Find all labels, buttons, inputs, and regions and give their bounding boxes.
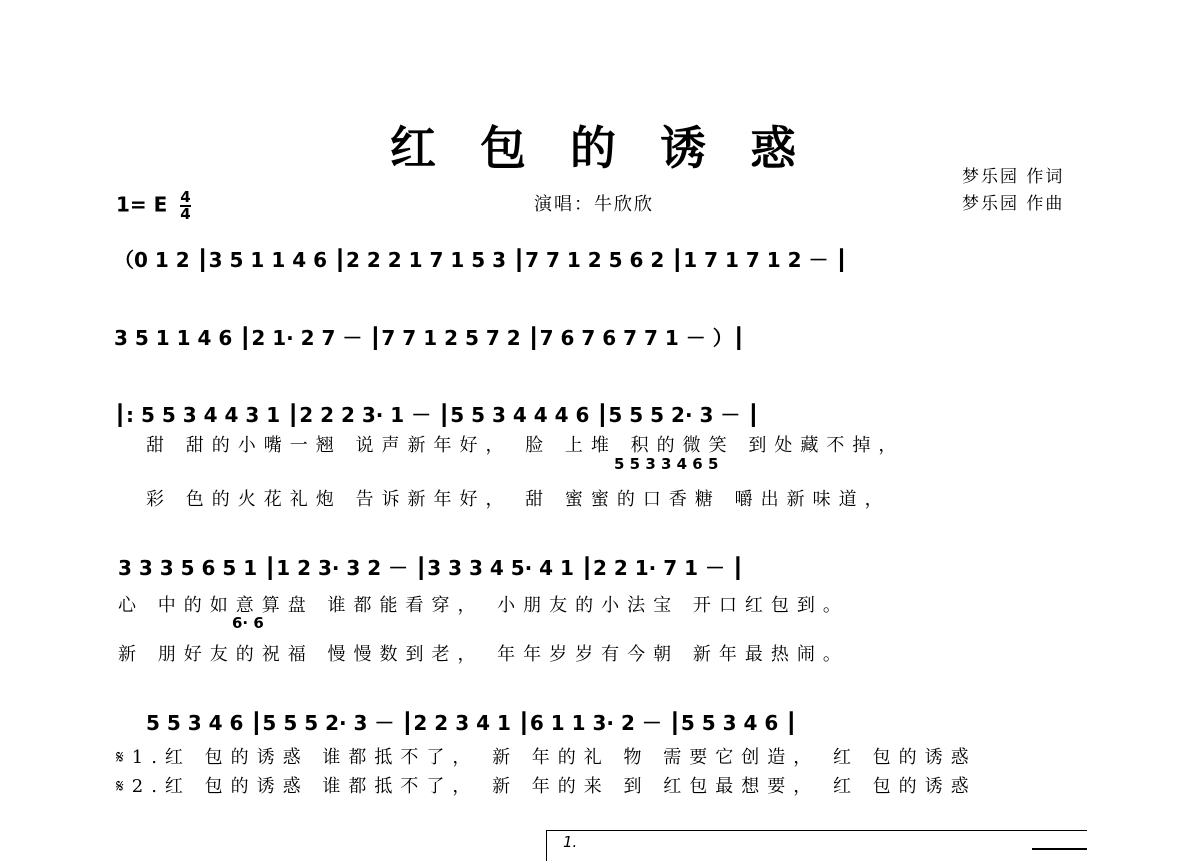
lyric-line: 新 朋好友的祝福 慢慢数到老， 年年岁岁有今朝 新年最热闹。 [118,644,849,665]
notation-row: 5 5 3 4 6 ┃5 5 5 2· 3 － ┃2 2 3 4 1 ┃6 1 1 3· 2 － ┃5 5 3 4 6 ┃ [146,711,798,735]
variant-notes: 5 5 3 3 4 6 5 [614,455,719,473]
time-signature [180,190,190,222]
volta-label: 1. [563,833,578,851]
volta-bracket [546,830,1087,861]
notation-row: ┃: 5 5 3 4 4 3 1 ┃2 2 2 3· 1 － ┃5 5 3 4 4 4 6 ┃5 5 5 2· 3 － ┃ [114,403,760,427]
time-signature-bottom: 4 [180,205,191,223]
notation-row: （0 1 2 ┃3 5 1 1 4 6 ┃2 2 2 1 7 1 5 3 ┃7 7 1 2 5 6 2 ┃1 7 1 7 1 2 － ┃ [114,248,848,272]
lyricist-credit: 梦乐园 作词 [962,167,1065,187]
song-title: 红 包 的 诱 惑 [389,121,811,175]
notation-row: 3 3 3 5 6 5 1 ┃1 2 3· 3 2 － ┃3 3 3 4 5· 4 1 ┃2 2 1· 7 1 － ┃ [118,556,744,580]
lyric-line: 甜 甜的小嘴一翘 说声新年好， 脸 上堆 积的微笑 到处藏不掉， [146,435,905,456]
variant-notes: 6· 6 [232,614,264,632]
time-signature-top: 4 [180,188,191,206]
lyric-line: 𝄋2.红 包的诱惑 谁都抵不了， 新 年的来 到 红包最想要， 红 包的诱惑 [116,776,977,797]
lyric-line: 𝄋1.红 包的诱惑 谁都抵不了， 新 年的礼 物 需要它创造， 红 包的诱惑 [116,747,977,768]
key-label: 1= E [116,192,168,217]
lyric-line: 彩 色的火花礼炮 告诉新年好， 甜 蜜蜜的口香糖 嚼出新味道， [146,489,891,510]
notation-row: 3 5 1 1 4 6 ┃2 1· 2 7 － ┃7 7 1 2 5 7 2 ┃7 6 7 6 7 7 1 － ）┃ [114,326,745,350]
lyric-line: 心 中的如意算盘 谁都能看穿， 小朋友的小法宝 开口红包到。 [118,595,849,616]
singer-credit: 演唱：牛欣欣 [534,194,654,215]
key-signature [116,190,191,222]
composer-credit: 梦乐园 作曲 [962,194,1065,214]
